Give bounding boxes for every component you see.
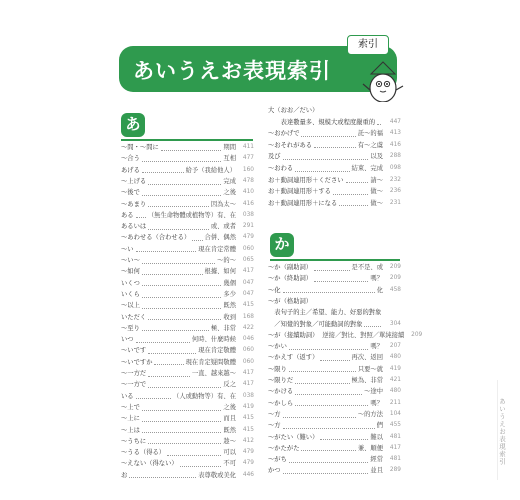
entry-meaning: 〜的方法 bbox=[357, 410, 383, 418]
index-entry bbox=[121, 458, 254, 469]
entry-leader-dots bbox=[314, 142, 356, 148]
entry-meaning: 兼、順便 bbox=[357, 444, 383, 452]
entry-meaning: 既然 bbox=[223, 302, 236, 310]
entry-page-number: 478 bbox=[242, 177, 254, 184]
entry-term: 〜がたい（難い） bbox=[268, 433, 319, 441]
entry-term: 大（おお／だい） bbox=[268, 107, 319, 114]
entry-page-number: 060 bbox=[242, 245, 254, 252]
entry-page-number: 419 bbox=[389, 365, 401, 372]
entry-meaning: 合併、偶然 bbox=[204, 234, 236, 242]
entry-leader-dots bbox=[142, 280, 222, 286]
index-entry bbox=[268, 186, 401, 197]
entry-page-number: 411 bbox=[242, 144, 254, 150]
entry-term: 〜うる（得る） bbox=[121, 449, 166, 457]
index-entry bbox=[268, 409, 401, 420]
side-label: あいうえお表現索引 bbox=[498, 398, 506, 466]
entry-meaning: 之後 bbox=[223, 403, 236, 411]
entry-page-number: 455 bbox=[389, 422, 401, 429]
entry-meaning: 一直、越來越〜 bbox=[191, 370, 236, 377]
entry-page-number: 211 bbox=[389, 399, 401, 406]
entry-page-number: 209 bbox=[389, 264, 401, 270]
entry-meaning: 做〜 bbox=[370, 199, 383, 207]
entry-term: 〜か（副助詞） bbox=[268, 264, 313, 271]
entry-meaning: 現在肯定疑問敬體 bbox=[185, 358, 236, 366]
index-entry bbox=[121, 334, 254, 345]
entry-term: いる bbox=[121, 392, 134, 400]
entry-meaning: 極、非常 bbox=[210, 324, 236, 332]
entry-leader-dots bbox=[283, 412, 356, 418]
entry-term: 〜以上 bbox=[121, 302, 140, 310]
entry-term: お＋動詞連用形＋する bbox=[268, 188, 331, 196]
index-entry bbox=[268, 375, 401, 386]
right-bottom-index-list bbox=[268, 262, 423, 477]
index-entry bbox=[121, 425, 254, 436]
entry-meaning: 多少 bbox=[223, 290, 236, 298]
entry-meaning: 難以 bbox=[370, 433, 383, 441]
entry-term: 〜おわる bbox=[268, 165, 294, 172]
index-entry bbox=[121, 379, 254, 390]
entry-page-number: 480 bbox=[389, 354, 401, 361]
entry-meaning: 嗎？ bbox=[370, 343, 383, 351]
right-top-index-list bbox=[268, 105, 401, 217]
entry-term: 〜かえす（返す） bbox=[268, 354, 319, 362]
entry-leader-dots bbox=[136, 393, 171, 399]
entry-page-number: 291 bbox=[242, 223, 254, 230]
entry-leader-dots bbox=[148, 314, 221, 320]
entry-term: いくつ bbox=[121, 279, 140, 287]
entry-page-number: 417 bbox=[242, 268, 254, 275]
entry-term: あるいは bbox=[121, 223, 147, 231]
entry-meaning: 極為、非常 bbox=[351, 377, 383, 384]
entry-term: ある bbox=[121, 211, 134, 219]
index-entry bbox=[268, 364, 401, 375]
entry-leader-dots bbox=[377, 119, 381, 125]
entry-page-number: 231 bbox=[389, 199, 401, 206]
entry-term: 〜上は bbox=[121, 426, 140, 434]
entry-page-number: 479 bbox=[242, 234, 254, 241]
entry-meaning: 不可 bbox=[223, 460, 236, 468]
entry-meaning: 之後 bbox=[223, 189, 236, 197]
entry-meaning: 們 bbox=[376, 422, 383, 430]
index-entry bbox=[268, 296, 401, 307]
entry-meaning: 互相 bbox=[223, 155, 236, 163]
entry-page-number: 412 bbox=[242, 437, 254, 444]
entry-term: いくら bbox=[121, 290, 140, 298]
index-entry bbox=[121, 402, 254, 413]
index-entry bbox=[121, 300, 254, 311]
entry-leader-dots bbox=[364, 321, 381, 327]
entry-leader-dots bbox=[142, 167, 184, 173]
entry-page-number: 160 bbox=[242, 166, 254, 173]
entry-page-number: 422 bbox=[242, 324, 254, 331]
entry-leader-dots bbox=[301, 445, 355, 451]
entry-term: 〜うちに bbox=[121, 437, 147, 445]
entry-term: お bbox=[121, 471, 128, 479]
entry-page-number: 446 bbox=[242, 471, 254, 478]
entry-term: かつ bbox=[268, 467, 281, 475]
entry-term: 〜がち bbox=[268, 456, 287, 464]
entry-leader-dots bbox=[148, 224, 209, 230]
index-entry bbox=[121, 312, 254, 323]
index-entry bbox=[268, 151, 401, 162]
entry-leader-dots bbox=[295, 389, 362, 395]
entry-leader-dots bbox=[283, 287, 375, 293]
entry-leader-dots bbox=[320, 434, 368, 440]
index-entry bbox=[121, 278, 254, 289]
entry-term: 〜あまり bbox=[121, 200, 147, 208]
entry-term: 〜い bbox=[121, 245, 134, 253]
entry-page-number: 207 bbox=[389, 343, 401, 350]
entry-leader-dots bbox=[301, 131, 355, 137]
entry-page-number: 038 bbox=[242, 211, 254, 218]
entry-page-number: 477 bbox=[242, 155, 254, 162]
entry-leader-dots bbox=[148, 348, 196, 354]
entry-meaning: 請〜 bbox=[370, 176, 383, 184]
entry-term: 〜限りだ bbox=[268, 377, 294, 384]
index-entry bbox=[268, 128, 401, 139]
entry-page-number: 481 bbox=[389, 433, 401, 440]
entry-meaning: 嗎？ bbox=[370, 399, 383, 407]
entry-meaning: （人或動物等）有、在 bbox=[173, 392, 236, 400]
index-entry bbox=[121, 391, 254, 402]
index-entry bbox=[268, 140, 401, 151]
entry-leader-dots bbox=[154, 359, 183, 365]
entry-leader-dots bbox=[295, 400, 368, 406]
index-entry bbox=[268, 341, 401, 352]
index-entry bbox=[121, 142, 254, 153]
entry-leader-dots bbox=[148, 382, 221, 388]
index-entry bbox=[121, 165, 254, 176]
index-entry bbox=[121, 436, 254, 447]
entry-page-number: 304 bbox=[389, 320, 401, 327]
entry-page-number: 417 bbox=[242, 370, 254, 376]
entry-page-number: 098 bbox=[389, 165, 401, 171]
entry-term: 〜上に bbox=[121, 415, 140, 423]
entry-leader-dots bbox=[314, 265, 349, 271]
index-entry bbox=[268, 386, 401, 397]
entry-term: 〜如何 bbox=[121, 268, 140, 276]
index-entry bbox=[121, 221, 254, 232]
index-entry bbox=[121, 187, 254, 198]
entry-meaning: 逆接／對比、對照／單純接續 bbox=[322, 331, 405, 339]
entry-leader-dots bbox=[142, 405, 222, 411]
entry-leader-dots bbox=[136, 212, 146, 218]
entry-leader-dots bbox=[295, 166, 349, 172]
index-entry bbox=[268, 273, 401, 284]
entry-term: お＋動詞連用形＋ください bbox=[268, 176, 344, 184]
index-entry bbox=[268, 352, 401, 363]
entry-meaning: （無生命物體或植物等）有、在 bbox=[147, 211, 236, 219]
index-entry bbox=[121, 210, 254, 221]
entry-meaning: 經常 bbox=[370, 456, 383, 464]
entry-meaning: 有〜之虞 bbox=[357, 141, 383, 149]
entry-term: 〜か（終助詞） bbox=[268, 275, 313, 283]
entry-page-number: 417 bbox=[242, 381, 254, 388]
entry-meaning: 期間 bbox=[223, 144, 236, 151]
entry-page-number: 458 bbox=[389, 286, 401, 293]
entry-page-number: 480 bbox=[389, 388, 401, 395]
entry-page-number: 065 bbox=[242, 257, 254, 263]
entry-leader-dots bbox=[346, 177, 369, 183]
index-entry bbox=[268, 420, 401, 431]
entry-meaning: 而且 bbox=[223, 415, 236, 423]
index-entry bbox=[268, 330, 423, 341]
section-heading-ka: か bbox=[270, 233, 294, 257]
entry-leader-dots bbox=[129, 472, 196, 478]
section-rule-a bbox=[121, 139, 253, 141]
entry-page-number: 046 bbox=[242, 336, 254, 343]
entry-leader-dots bbox=[142, 258, 215, 264]
index-entry bbox=[121, 413, 254, 424]
index-tag: 索引 bbox=[347, 35, 389, 55]
index-entry bbox=[268, 319, 401, 330]
entry-term: ／知覺的對象／可能動詞的對象 bbox=[268, 320, 363, 328]
entry-meaning: 化 bbox=[376, 286, 383, 294]
entry-leader-dots bbox=[283, 468, 369, 474]
index-entry bbox=[268, 105, 401, 116]
entry-leader-dots bbox=[314, 276, 368, 282]
entry-leader-dots bbox=[167, 450, 221, 456]
entry-meaning: 以及 bbox=[370, 153, 383, 161]
entry-leader-dots bbox=[148, 371, 190, 377]
entry-meaning: 再次、返回 bbox=[351, 354, 383, 362]
entry-meaning: 結束、完成 bbox=[351, 165, 383, 172]
entry-term: あげる bbox=[121, 166, 140, 174]
entry-meaning: 完成 bbox=[223, 177, 236, 185]
entry-page-number: 415 bbox=[242, 415, 254, 422]
entry-meaning: 或、或者 bbox=[210, 223, 236, 231]
entry-page-number: 479 bbox=[242, 449, 254, 456]
entry-page-number: 415 bbox=[242, 302, 254, 309]
entry-term: 〜上げる bbox=[121, 177, 147, 185]
entry-term: 〜至り bbox=[121, 324, 140, 332]
entry-leader-dots bbox=[142, 325, 209, 331]
entry-meaning: 可以 bbox=[223, 449, 236, 457]
entry-meaning: 趁〜 bbox=[223, 437, 236, 445]
entry-page-number: 479 bbox=[242, 460, 254, 467]
entry-meaning: 給予（我給他人） bbox=[185, 166, 236, 174]
entry-leader-dots bbox=[148, 438, 221, 444]
entry-term: 〜えない（得ない） bbox=[121, 460, 178, 468]
mascot-icon bbox=[353, 58, 409, 102]
entry-leader-dots bbox=[339, 200, 368, 206]
index-entry bbox=[121, 266, 254, 277]
index-entry bbox=[268, 262, 401, 273]
entry-meaning: 並且 bbox=[370, 467, 383, 475]
entry-meaning: 收到 bbox=[223, 313, 236, 321]
entry-leader-dots bbox=[142, 190, 222, 196]
index-entry bbox=[268, 454, 401, 465]
entry-page-number: 168 bbox=[242, 313, 254, 320]
index-entry bbox=[121, 255, 254, 266]
entry-meaning: 〜的〜 bbox=[217, 257, 236, 264]
entry-term: 〜かける bbox=[268, 388, 294, 396]
entry-leader-dots bbox=[283, 423, 375, 429]
entry-page-number: 209 bbox=[411, 331, 423, 338]
entry-leader-dots bbox=[192, 235, 202, 241]
entry-term: 〜いです bbox=[121, 347, 147, 355]
index-entry bbox=[268, 398, 401, 409]
entry-term: 〜おかげで bbox=[268, 130, 300, 138]
entry-meaning: 是不是、或 bbox=[351, 264, 383, 271]
entry-term: 〜あわせる（合わせる） bbox=[121, 234, 191, 242]
entry-term: 〜が（接續助詞） bbox=[268, 331, 319, 339]
index-entry bbox=[268, 307, 401, 318]
entry-page-number: 038 bbox=[242, 392, 254, 399]
index-entry bbox=[121, 470, 254, 481]
index-entry bbox=[121, 199, 254, 210]
entry-term: 〜限り bbox=[268, 365, 287, 373]
banner-title: あいうえお表現索引 bbox=[133, 59, 331, 83]
entry-term: いつ bbox=[121, 336, 134, 344]
entry-term: 〜後で bbox=[121, 189, 140, 197]
entry-page-number: 447 bbox=[389, 118, 401, 125]
index-entry bbox=[121, 323, 254, 334]
entry-meaning: 做〜 bbox=[370, 188, 383, 196]
index-entry bbox=[121, 345, 254, 356]
index-entry bbox=[268, 175, 401, 186]
entry-leader-dots bbox=[148, 179, 221, 185]
index-entry bbox=[268, 443, 401, 454]
entry-meaning: 根據、如何 bbox=[204, 268, 236, 276]
entry-page-number: 232 bbox=[389, 176, 401, 183]
index-entry bbox=[268, 432, 401, 443]
index-entry bbox=[121, 447, 254, 458]
section-rule-ka bbox=[270, 259, 400, 261]
index-entry bbox=[268, 163, 401, 174]
index-entry bbox=[268, 465, 401, 476]
entry-meaning: 反之 bbox=[223, 381, 236, 389]
entry-meaning: 只要〜就 bbox=[357, 365, 383, 373]
entry-term: 〜おそれがある bbox=[268, 141, 313, 149]
entry-leader-dots bbox=[136, 337, 190, 343]
entry-leader-dots bbox=[142, 269, 203, 275]
entry-term: 〜方 bbox=[268, 422, 281, 430]
entry-page-number: 047 bbox=[242, 290, 254, 297]
entry-term: 〜いですか bbox=[121, 358, 153, 366]
entry-leader-dots bbox=[289, 457, 369, 463]
index-entry bbox=[121, 289, 254, 300]
entry-term: 〜化 bbox=[268, 286, 281, 294]
index-entry bbox=[121, 176, 254, 187]
entry-page-number: 415 bbox=[242, 426, 254, 433]
entry-page-number: 060 bbox=[242, 358, 254, 365]
index-entry bbox=[121, 368, 254, 379]
entry-term: 〜かい bbox=[268, 343, 287, 351]
entry-page-number: 060 bbox=[242, 347, 254, 354]
index-entry bbox=[121, 357, 254, 368]
entry-meaning: 嗎？ bbox=[370, 275, 383, 283]
entry-leader-dots bbox=[142, 416, 222, 422]
entry-leader-dots bbox=[283, 154, 369, 160]
entry-term: 〜一方で bbox=[121, 381, 147, 389]
index-entry bbox=[268, 117, 401, 128]
index-entry bbox=[121, 153, 254, 164]
entry-page-number: 104 bbox=[389, 410, 401, 417]
entry-leader-dots bbox=[142, 303, 222, 309]
entry-page-number: 236 bbox=[389, 188, 401, 195]
left-index-list bbox=[121, 142, 254, 479]
index-entry bbox=[268, 285, 401, 296]
entry-leader-dots bbox=[180, 461, 222, 467]
entry-page-number: 416 bbox=[242, 200, 254, 207]
entry-meaning: 託〜的福 bbox=[357, 130, 383, 138]
entry-page-number: 047 bbox=[242, 279, 254, 286]
entry-page-number: 417 bbox=[389, 444, 401, 451]
section-heading-a: あ bbox=[121, 113, 145, 137]
entry-term: 〜一方だ bbox=[121, 370, 147, 377]
entry-meaning: 既然 bbox=[223, 426, 236, 434]
entry-page-number: 419 bbox=[242, 403, 254, 410]
entry-meaning: 表尊敬或美化 bbox=[198, 471, 236, 479]
entry-term: 〜かしら bbox=[268, 399, 294, 407]
entry-page-number: 209 bbox=[389, 275, 401, 282]
entry-leader-dots bbox=[136, 246, 197, 252]
entry-term: 〜が（格助詞） bbox=[268, 297, 313, 305]
entry-meaning: 〜途中 bbox=[364, 388, 383, 396]
entry-term: 及び bbox=[268, 153, 281, 161]
entry-term: 〜合う bbox=[121, 155, 140, 163]
entry-page-number: 413 bbox=[389, 130, 401, 137]
entry-leader-dots bbox=[289, 366, 356, 372]
entry-meaning: 因為太〜 bbox=[210, 200, 236, 208]
entry-page-number: 410 bbox=[242, 189, 254, 196]
index-entry bbox=[121, 244, 254, 255]
entry-term: 〜かたがた bbox=[268, 444, 300, 452]
entry-meaning: 何時、什麼時候 bbox=[191, 336, 236, 344]
entry-term: 表句子的主／希望、能力、好惡的對象 bbox=[268, 309, 382, 317]
entry-page-number: 481 bbox=[389, 456, 401, 463]
entry-leader-dots bbox=[142, 292, 222, 298]
entry-term: 〜い〜 bbox=[121, 257, 140, 264]
entry-leader-dots bbox=[295, 378, 349, 384]
entry-leader-dots bbox=[161, 145, 222, 151]
entry-term: 〜上で bbox=[121, 403, 140, 411]
entry-meaning: 幾個 bbox=[223, 279, 236, 287]
entry-page-number: 416 bbox=[389, 141, 401, 148]
entry-term: 表達數量多、規模大或程度嚴重的 bbox=[268, 118, 376, 126]
entry-page-number: 421 bbox=[389, 377, 401, 383]
entry-meaning: 現在肯定敬體 bbox=[198, 347, 236, 355]
entry-leader-dots bbox=[142, 156, 222, 162]
entry-term: 〜方 bbox=[268, 410, 281, 418]
entry-leader-dots bbox=[142, 427, 222, 433]
entry-term: いただく bbox=[121, 313, 147, 321]
entry-leader-dots bbox=[289, 344, 369, 350]
entry-leader-dots bbox=[320, 355, 349, 361]
index-entry bbox=[121, 232, 254, 243]
index-entry bbox=[268, 198, 401, 209]
entry-page-number: 289 bbox=[389, 467, 401, 474]
entry-leader-dots bbox=[333, 189, 368, 195]
entry-term: 〜間・〜間に bbox=[121, 144, 159, 151]
entry-meaning: 現在肯定常體 bbox=[198, 245, 236, 253]
entry-term: お＋動詞連用形＋になる bbox=[268, 199, 338, 207]
entry-page-number: 288 bbox=[389, 153, 401, 160]
entry-leader-dots bbox=[148, 201, 209, 207]
